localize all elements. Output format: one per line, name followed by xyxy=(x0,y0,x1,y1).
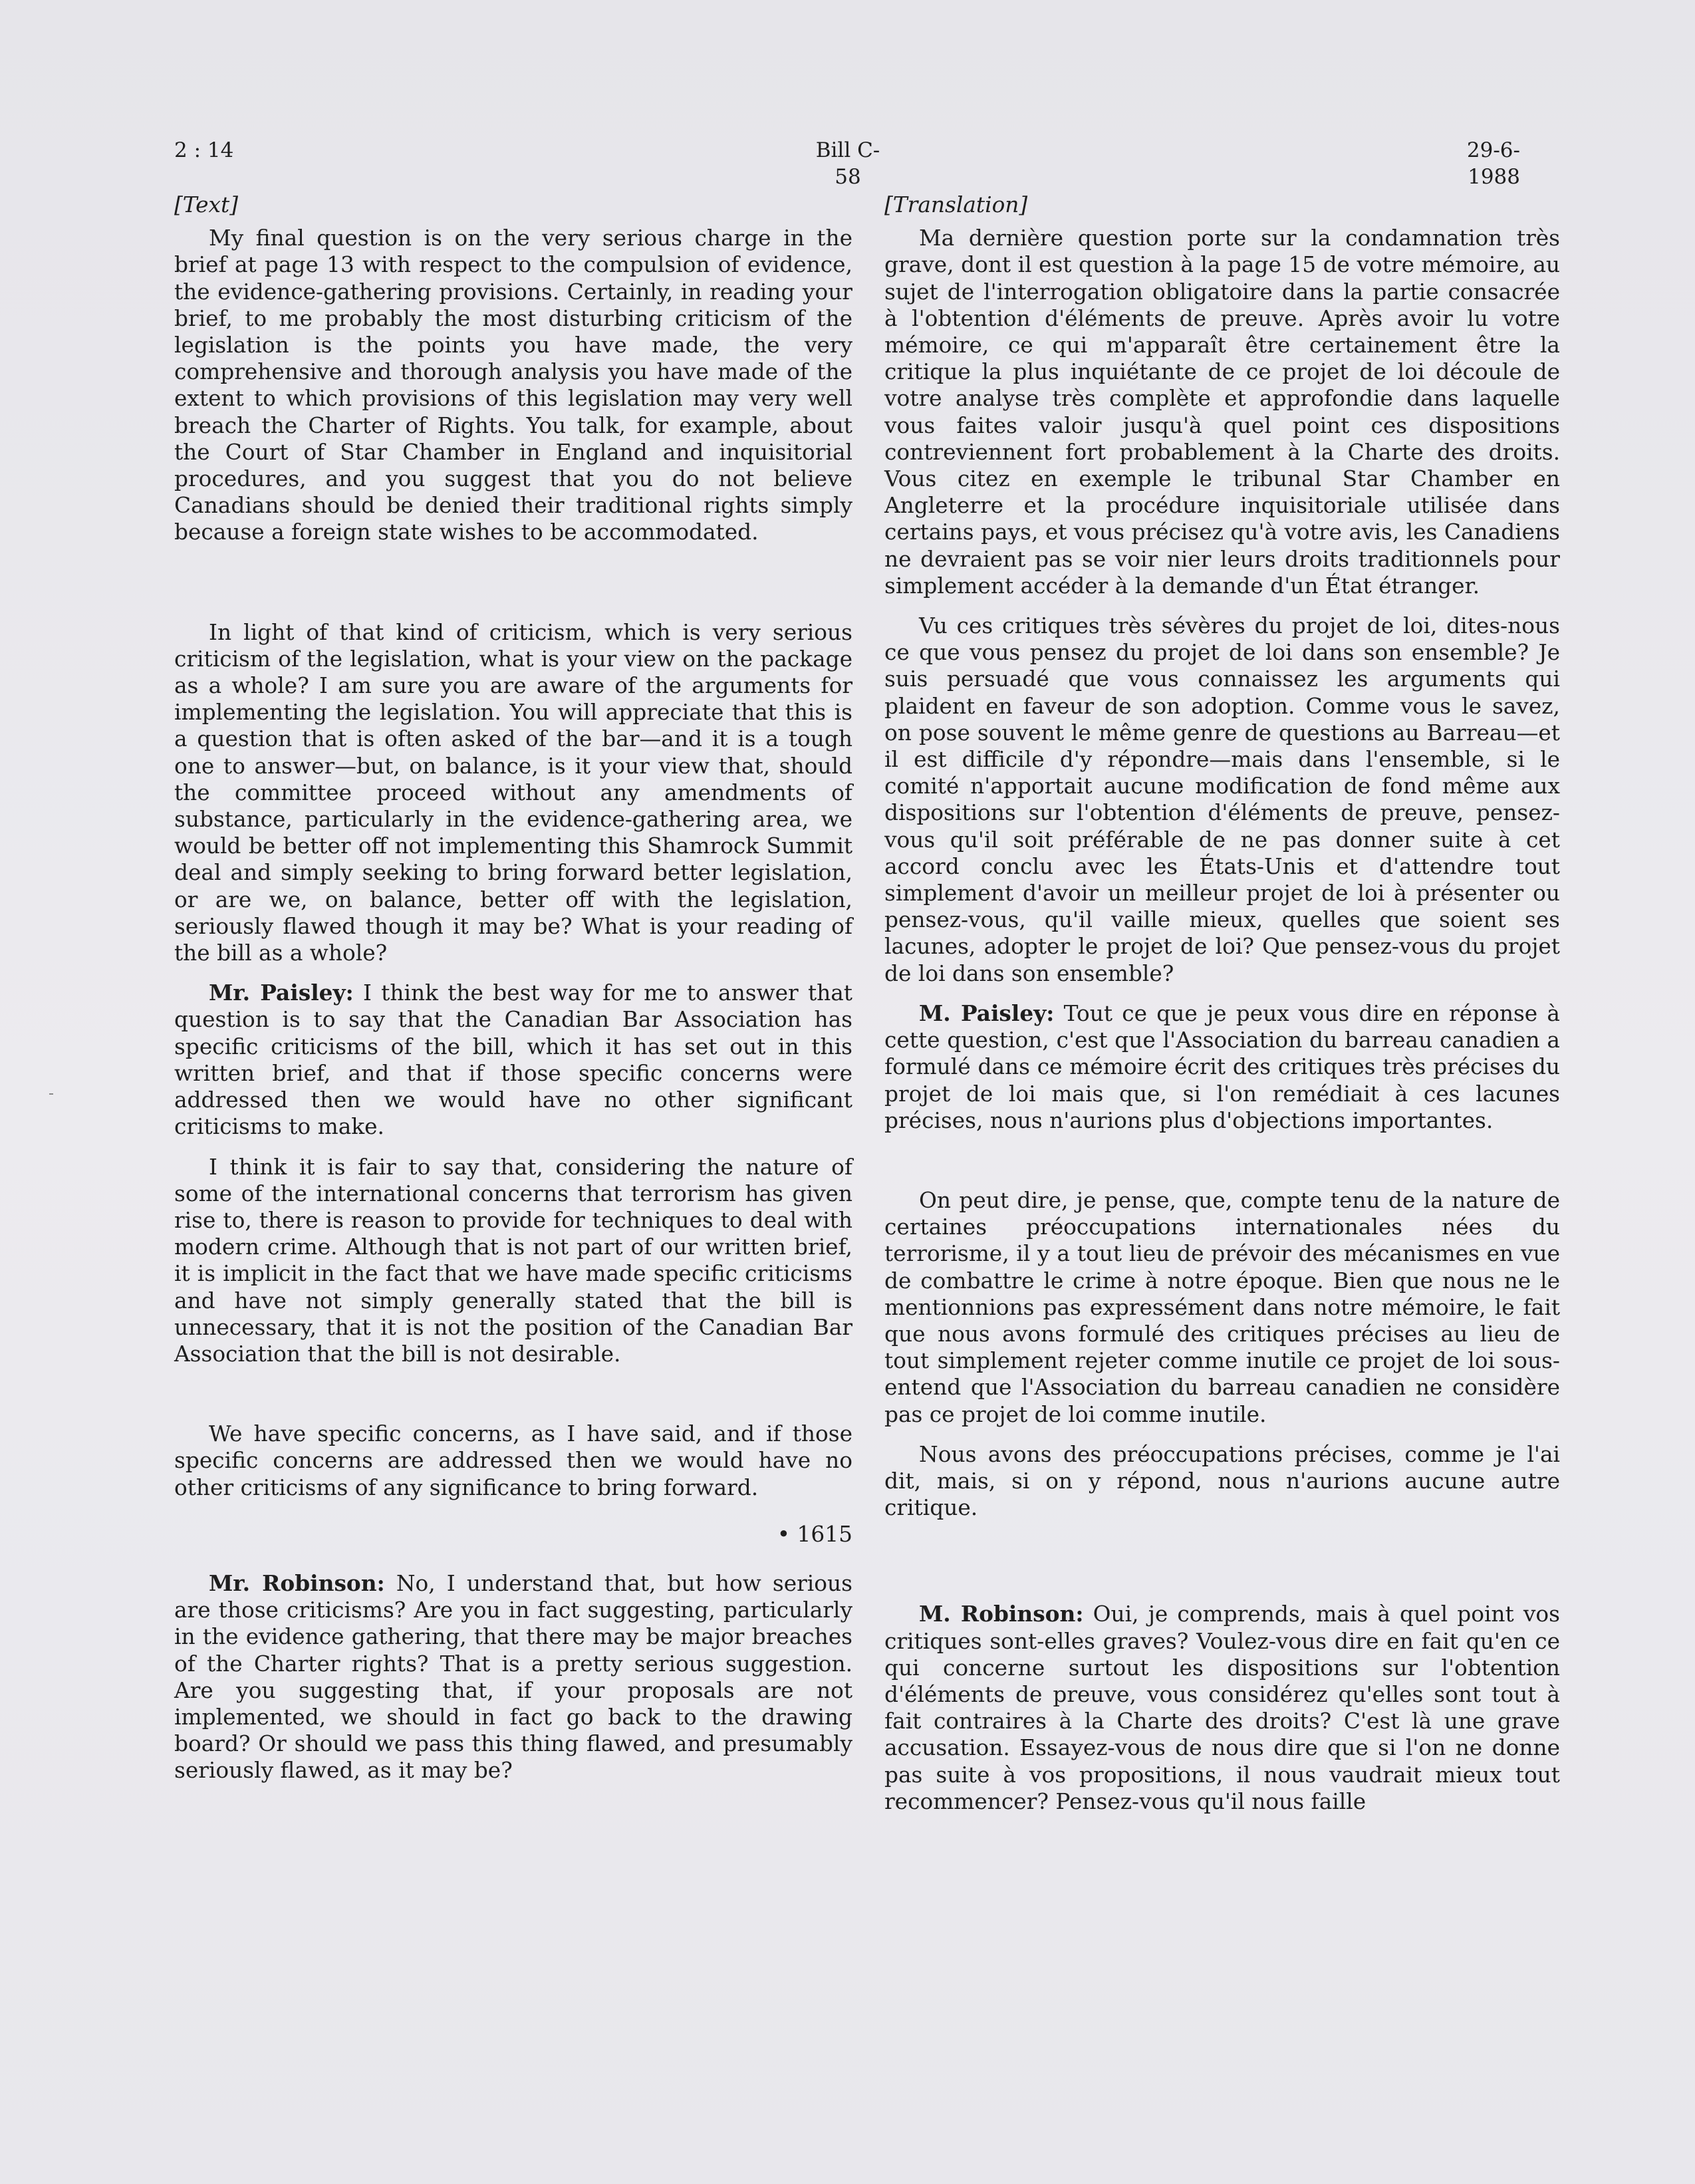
speaker-name: M. Robinson: xyxy=(919,1601,1084,1627)
french-column xyxy=(884,192,1560,1815)
speaker-name: Mr. Paisley: xyxy=(209,980,354,1006)
translation-tag: [Translation] xyxy=(884,192,1028,217)
page-number: 2 : 14 xyxy=(174,138,234,162)
speech-text: Tout ce que je peux vous dire en réponse à cette question, c'est que l'Association du barreau canadien a formulé dans ce mémoire écrit des critiques très précises du projet de loi mais que, si l'on remédiait à ces lacunes précises, nous n'aurions plus d'objections importantes. xyxy=(884,1000,1560,1133)
paragraph xyxy=(174,980,852,1140)
paragraph: My final question is on the very serious charge in the brief at page 13 with respect to the compulsion of evidence, the evidence-gathering provisions. Certainly, in reading your brief, to me probably the most disturbing criticism of the legislation is the points you have made, the very comprehensive and thorough analysis you have made of the extent to which provisions of this legislation may very well breach the Charter of Rights. You talk, for example, about the Court of Star Chamber in England and inquisitorial procedures, and you suggest that you do not believe Canadians should be denied their traditional rights simply because a foreign state wishes to be accommodated. xyxy=(174,225,852,545)
paragraph: Vu ces critiques très sévères du projet de loi, dites-nous ce que vous pensez du projet de loi dans son ensemble? Je suis persuadé que vous connaissez les arguments qui plaident en faveur de son adoption. Comme vous le savez, on pose souvent le même genre de questions au Barreau—et il est difficile d'y répondre—mais dans l'ensemble, si le comité n'apportait aucune modification de fond même aux dispositions sur l'obtention d'éléments de preuve, pensez-vous qu'il soit préférable de ne pas donner suite à cet accord conclu avec les États-Unis et d'attendre tout simplement d'avoir un meilleur projet de loi à présenter ou pensez-vous, qu'il vaille mieux, quelles que soient ses lacunes, adopter le projet de loi? Que pensez-vous du projet de loi dans son ensemble? xyxy=(884,613,1560,986)
paragraph: On peut dire, je pense, que, compte tenu de la nature de certaines préoccupations internationales nées du terrorisme, il y a tout lieu de prévoir des mécanismes en vue de combattre le crime à notre époque. Bien que nous ne le mentionnions pas expressément dans notre mémoire, le fait que nous avons formulé des critiques précises au lieu de tout simplement rejeter comme inutile ce projet de loi sous-entend que l'Association du barreau canadien ne considère pas ce projet de loi comme inutile. xyxy=(884,1187,1560,1427)
speech-text: No, I understand that, but how serious are those criticisms? Are you in fact suggesting, particularly in the evidence gathering, that there may be major breaches of the Charter rights? That is a pretty serious suggestion. Are you suggesting that, if your proposals are not implemented, we should in fact go back to the drawing board? Or should we pass this thing flawed, and presumably seriously flawed, as it may be? xyxy=(174,1570,852,1784)
paragraph: Nous avons des préoccupations précises, comme je l'ai dit, mais, si on y répond, nous n'aurions aucune autre critique. xyxy=(884,1441,1560,1521)
paragraph xyxy=(884,1000,1560,1134)
document-date: 29-6-1988 xyxy=(1466,138,1520,189)
paragraph: In light of that kind of criticism, which is very serious criticism of the legislation, what is your view on the package as a whole? I am sure you are aware of the arguments for implementing the legislation. You will appreciate that this is a question that is often asked of the bar—and it is a tough one to answer—but, on balance, is it your view that, should the committee proceed without any amendments of substance, particularly in the evidence-gathering area, we would be better off not implementing this Shamrock Summit deal and simply seeking to bring forward better legislation, or are we, on balance, better off with the legislation, seriously flawed though it may be? What is your reading of the bill as a whole? xyxy=(174,619,852,966)
paragraph xyxy=(174,1570,852,1784)
speaker-name: M. Paisley: xyxy=(919,1000,1055,1026)
speech-text: Oui, je comprends, mais à quel point vos critiques sont-elles graves? Voulez-vous dire en fait qu'en ce qui concerne surtout les dispositions sur l'obtention d'éléments de preuve, vous considérez qu'elles sont tout à fait contraires à la Charte des droits? C'est là une grave accusation. Essayez-vous de nous dire que si l'on ne donne pas suite à vos propositions, il nous vaudrait mieux tout recommencer? Pensez-vous qu'il nous faille xyxy=(884,1601,1560,1814)
text-tag: [Text] xyxy=(174,192,239,217)
paragraph: I think it is fair to say that, considering the nature of some of the international concerns that terrorism has given rise to, there is reason to provide for techniques to deal with modern crime. Although that is not part of our written brief, it is implicit in the fact that we have made specific criticisms and have not simply generally stated that the bill is unnecessary, that it is not the position of the Canadian Bar Association that the bill is not desirable. xyxy=(174,1154,852,1367)
paragraph: Ma dernière question porte sur la condamnation très grave, dont il est question à la page 15 de votre mémoire, au sujet de l'interrogation obligatoire dans la partie consacrée à l'obtention d'éléments de preuve. Après avoir lu votre mémoire, ce qui m'apparaît être certainement être la critique la plus inquiétante de ce projet de loi découle de votre analyse très complète et approfondie dans laquelle vous faites valoir jusqu'à quel point ces dispositions contreviennent fort probablement à la Charte des droits. Vous citez en exemple le tribunal Star Chamber en Angleterre et la procédure inquisitoriale utilisée dans certains pays, et vous précisez qu'à votre avis, les Canadiens ne devraient pas se voir nier leurs droits traditionnels pour simplement accéder à la demande d'un État étranger. xyxy=(884,225,1561,599)
speaker-name: Mr. Robinson: xyxy=(209,1570,385,1596)
margin-mark xyxy=(49,1093,53,1095)
document-title: Bill C-58 xyxy=(815,138,880,189)
speech-text: I think the best way for me to answer that question is to say that the Canadian Bar Association has specific criticisms of the bill, which it has set out in this written brief, and that if those specific concerns were addressed then we would have no other significant criticisms to make. xyxy=(174,980,852,1140)
paragraph: We have specific concerns, as I have said, and if those specific concerns are addressed then we would have no other criticisms of any significance to bring forward. xyxy=(174,1421,852,1500)
english-column xyxy=(174,192,852,1784)
paragraph xyxy=(884,1601,1560,1815)
timestamp: • 1615 xyxy=(777,1521,852,1547)
